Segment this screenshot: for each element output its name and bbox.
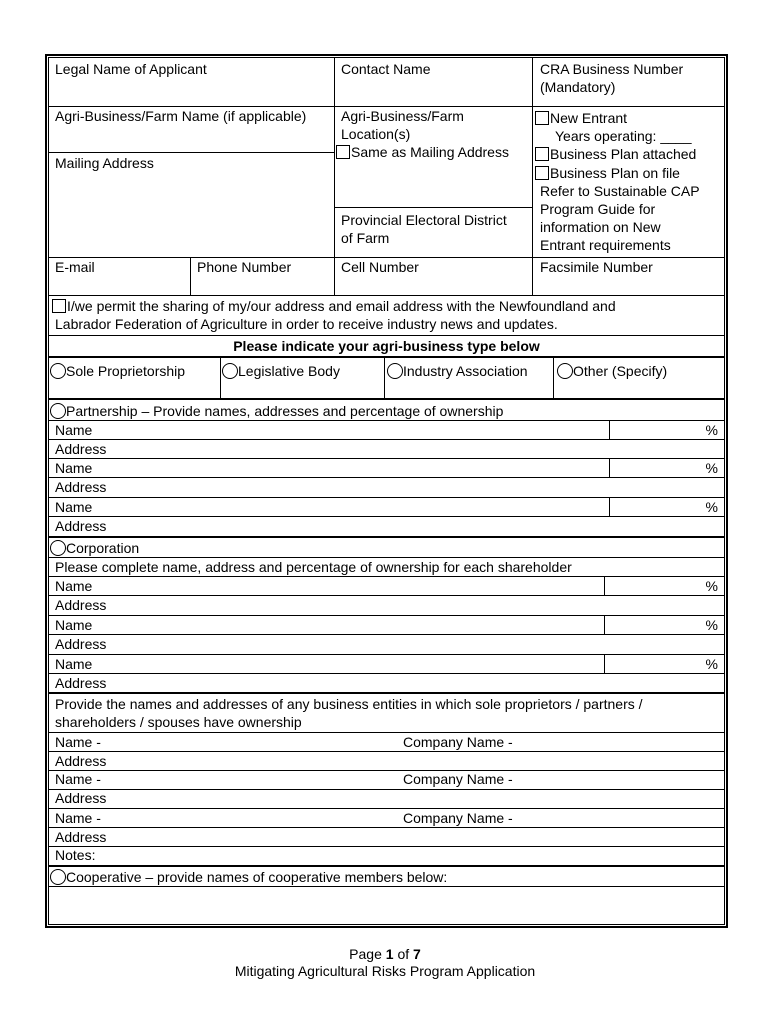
- partner-name-label: Name: [55, 499, 93, 515]
- plan-attached-label: Business Plan attached: [550, 146, 697, 162]
- shareholder-name-label: Name: [55, 656, 93, 672]
- partner-address-label: Address: [55, 479, 107, 495]
- divider: [48, 536, 725, 538]
- divider: [48, 654, 725, 655]
- business-type-heading: Please indicate your agri-business type below: [233, 338, 540, 354]
- divider: [48, 615, 725, 616]
- divider: [48, 557, 725, 558]
- divider: [190, 257, 191, 295]
- option-industry-association[interactable]: [387, 363, 528, 380]
- farm-name-label: Agri-Business/Farm Name (if applicable): [55, 108, 307, 124]
- divider: [48, 827, 725, 828]
- divider: [48, 152, 334, 153]
- divider: [48, 335, 725, 336]
- shareholder-address-label: Address: [55, 636, 107, 652]
- partnership-heading: Partnership – Provide names, addresses and percentage of ownership: [66, 403, 504, 419]
- page-total: 7: [413, 946, 421, 962]
- option-corporation[interactable]: [50, 540, 139, 557]
- percent-label: %: [705, 499, 718, 515]
- email-label: E-mail: [55, 259, 95, 275]
- percent-label: %: [705, 578, 718, 594]
- consent-line1: I/we permit the sharing of my/our address and email address with the Newfoundland and: [67, 298, 616, 314]
- radio-button[interactable]: [50, 363, 66, 379]
- divider: [553, 358, 554, 398]
- divider: [609, 458, 610, 477]
- cra-label-line1: CRA Business Number: [540, 61, 684, 77]
- percent-label: %: [705, 460, 718, 476]
- new-entrant-checkbox[interactable]: [535, 111, 549, 125]
- percent-label: %: [705, 422, 718, 438]
- refer-line: information on New: [540, 219, 661, 235]
- refer-line: Program Guide for: [540, 201, 656, 217]
- divider: [334, 57, 335, 295]
- refer-line: Entrant requirements: [540, 237, 671, 253]
- partner-address-label: Address: [55, 441, 107, 457]
- divider: [48, 886, 725, 887]
- divider: [48, 356, 725, 358]
- option-label: Legislative Body: [238, 363, 340, 379]
- plan-on-file-option[interactable]: [535, 165, 680, 182]
- divider: [48, 420, 725, 421]
- location-label-line2: Location(s): [341, 126, 411, 142]
- partner-name-label: Name: [55, 422, 93, 438]
- divider: [48, 846, 725, 847]
- entities-instruction-line1: Provide the names and addresses of any business entities in which sole proprietors / partners /: [55, 696, 643, 712]
- legal-name-label: Legal Name of Applicant: [55, 61, 207, 77]
- electoral-label-line2: of Farm: [341, 230, 390, 246]
- phone-label: Phone Number: [197, 259, 292, 275]
- divider: [48, 789, 725, 790]
- refer-line: Refer to Sustainable CAP: [540, 183, 700, 199]
- location-label-line1: Agri-Business/Farm: [341, 108, 464, 124]
- partner-address-label: Address: [55, 518, 107, 534]
- consent-line2: Labrador Federation of Agriculture in order to receive industry news and updates.: [55, 316, 558, 332]
- consent-option[interactable]: [52, 298, 616, 315]
- radio-button[interactable]: [387, 363, 403, 379]
- divider: [48, 692, 725, 694]
- cra-label-line2: (Mandatory): [540, 79, 616, 95]
- radio-button[interactable]: [50, 540, 66, 556]
- percent-label: %: [705, 617, 718, 633]
- page-current: 1: [385, 946, 394, 962]
- divider: [48, 673, 725, 674]
- divider: [384, 358, 385, 398]
- divider: [609, 420, 610, 439]
- option-partnership[interactable]: [50, 403, 503, 420]
- entities-instruction-line2: shareholders / spouses have ownership: [55, 714, 302, 730]
- fax-label: Facsimile Number: [540, 259, 653, 275]
- shareholder-address-label: Address: [55, 597, 107, 613]
- divider: [334, 207, 532, 208]
- divider: [48, 808, 725, 809]
- option-label: Sole Proprietorship: [66, 363, 186, 379]
- divider: [48, 477, 725, 478]
- option-legislative-body[interactable]: [222, 363, 340, 380]
- option-other[interactable]: [557, 363, 667, 380]
- contact-name-label: Contact Name: [341, 61, 431, 77]
- divider: [48, 595, 725, 596]
- same-as-mailing-label: Same as Mailing Address: [351, 144, 509, 160]
- divider: [48, 398, 725, 400]
- notes-label: Notes:: [55, 847, 96, 863]
- radio-button[interactable]: [50, 869, 66, 885]
- new-entrant-label: New Entrant: [550, 110, 628, 126]
- consent-checkbox[interactable]: [52, 299, 66, 313]
- page-number: [0, 945, 770, 963]
- entity-name-label: Name -: [55, 734, 101, 750]
- divider: [48, 865, 725, 867]
- entity-address-label: Address: [55, 753, 107, 769]
- corporation-heading: Corporation: [66, 540, 140, 556]
- divider: [48, 634, 725, 635]
- entity-name-label: Name -: [55, 810, 101, 826]
- option-label: Industry Association: [403, 363, 528, 379]
- entity-address-label: Address: [55, 829, 107, 845]
- divider: [220, 358, 221, 398]
- percent-label: %: [705, 656, 718, 672]
- plan-attached-checkbox[interactable]: [535, 147, 549, 161]
- cooperative-heading: Cooperative – provide names of cooperative members below:: [66, 869, 448, 885]
- divider: [48, 516, 725, 517]
- document-title: Mitigating Agricultural Risks Program Application: [234, 963, 536, 979]
- shareholder-name-label: Name: [55, 617, 93, 633]
- cell-label: Cell Number: [341, 259, 419, 275]
- mailing-address-label: Mailing Address: [55, 155, 154, 171]
- entity-name-label: Name -: [55, 771, 101, 787]
- divider: [48, 439, 725, 440]
- same-as-mailing-option[interactable]: [336, 144, 509, 161]
- corporation-instruction: Please complete name, address and percentage of ownership for each shareholder: [55, 559, 572, 575]
- divider: [604, 654, 605, 673]
- company-name-label: Company Name -: [403, 810, 513, 826]
- radio-button[interactable]: [222, 363, 238, 379]
- page-of: of: [393, 946, 414, 962]
- shareholder-address-label: Address: [55, 675, 107, 691]
- entity-address-label: Address: [55, 790, 107, 806]
- option-sole-proprietorship[interactable]: [50, 363, 185, 380]
- option-label: Other (Specify): [573, 363, 668, 379]
- divider: [604, 615, 605, 634]
- company-name-label: Company Name -: [403, 771, 513, 787]
- divider: [48, 106, 725, 107]
- divider: [48, 751, 725, 752]
- same-as-mailing-checkbox[interactable]: [336, 145, 350, 159]
- new-entrant-option[interactable]: [535, 110, 627, 127]
- divider: [48, 770, 725, 771]
- divider: [609, 497, 610, 516]
- divider: [48, 458, 725, 459]
- divider: [532, 57, 533, 295]
- years-operating-label: Years operating: ____: [555, 128, 692, 144]
- divider: [48, 732, 725, 733]
- option-cooperative[interactable]: [50, 869, 447, 886]
- divider: [604, 576, 605, 595]
- divider: [48, 576, 725, 577]
- radio-button[interactable]: [50, 403, 66, 419]
- plan-attached-option[interactable]: [535, 146, 696, 163]
- electoral-label-line1: Provincial Electoral District: [341, 212, 507, 228]
- divider: [48, 497, 725, 498]
- plan-on-file-checkbox[interactable]: [535, 166, 549, 180]
- company-name-label: Company Name -: [403, 734, 513, 750]
- page-prefix: Page: [349, 946, 386, 962]
- partner-name-label: Name: [55, 460, 93, 476]
- divider: [48, 257, 725, 258]
- radio-button[interactable]: [557, 363, 573, 379]
- plan-on-file-label: Business Plan on file: [550, 165, 680, 181]
- divider: [48, 295, 725, 296]
- shareholder-name-label: Name: [55, 578, 93, 594]
